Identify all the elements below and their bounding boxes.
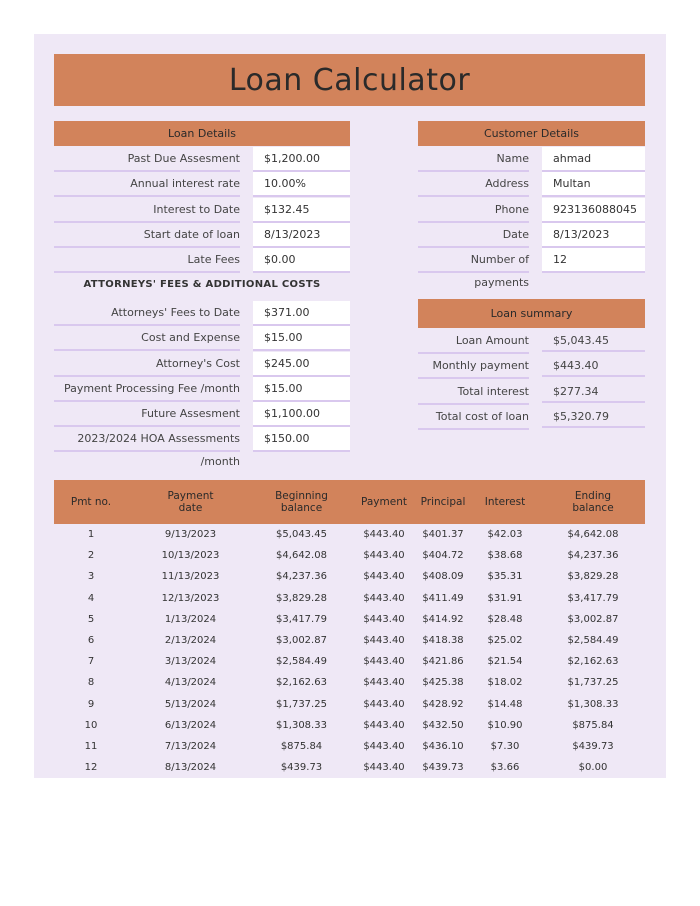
field-label: Past Due Assesment	[54, 147, 240, 172]
loan-summary-row	[418, 405, 645, 430]
customer-details-row	[418, 172, 645, 197]
field-label: Start date of loan	[54, 223, 240, 248]
col-header-pmt-no: Pmt no.	[70, 496, 112, 508]
annual-interest-rate-field[interactable]: 10.00%	[253, 172, 350, 197]
table-row	[54, 651, 645, 672]
loan-summary-row	[418, 329, 645, 354]
table-row	[54, 588, 645, 609]
loan-summary-header: Loan summary	[418, 299, 645, 328]
payment-date-cell: 5/13/2024	[164, 698, 217, 710]
pmt-no-cell: 2	[87, 550, 95, 562]
field-label: Cost and Expense	[54, 326, 240, 351]
page-title: Loan Calculator	[54, 54, 645, 106]
principal-cell: $439.73	[422, 762, 464, 774]
principal-cell: $428.92	[422, 698, 464, 710]
payment-cell: $443.40	[363, 550, 405, 562]
principal-cell: $414.92	[422, 613, 464, 625]
payment-date-cell: 6/13/2024	[164, 719, 217, 731]
beginning-balance-cell: $4,237.36	[276, 571, 327, 583]
pmt-no-cell: 9	[87, 698, 95, 710]
ending-balance-cell: $2,584.49	[567, 634, 619, 646]
payment-cell: $443.40	[363, 529, 405, 540]
payment-cell: $443.40	[363, 698, 405, 710]
number-of-payments-field[interactable]: 12	[542, 248, 645, 273]
payment-cell: $443.40	[363, 719, 405, 731]
attorneys-cost-field[interactable]: $245.00	[253, 352, 350, 377]
beginning-balance-cell: $439.73	[280, 762, 323, 774]
ending-balance-cell: $4,237.36	[567, 550, 619, 562]
principal-cell: $425.38	[422, 677, 464, 689]
beginning-balance-cell: $2,584.49	[276, 656, 327, 668]
payment-cell: $443.40	[363, 677, 405, 689]
loan-details-row	[54, 172, 350, 197]
field-label: Date	[418, 223, 529, 248]
payment-date-cell: 3/13/2024	[164, 656, 217, 668]
field-label: Late Fees	[54, 248, 240, 273]
pmt-no-cell: 10	[84, 719, 98, 731]
payment-cell: $443.40	[363, 571, 405, 583]
customer-details-row	[418, 223, 645, 248]
ending-balance-cell: $3,002.87	[567, 613, 619, 625]
field-label: Loan Amount	[418, 329, 529, 354]
field-label: Address	[418, 172, 529, 197]
interest-cell: $38.68	[487, 550, 523, 562]
interest-to-date-field[interactable]: $132.45	[253, 198, 350, 223]
table-row	[54, 694, 645, 715]
beginning-balance-cell: $1,308.33	[276, 719, 327, 731]
loan-summary-table	[418, 329, 645, 430]
loan-amount-value: $5,043.45	[542, 329, 645, 352]
payment-date-cell: 9/13/2023	[164, 529, 217, 540]
pmt-no-cell: 3	[87, 571, 95, 583]
field-label: Phone	[418, 198, 529, 223]
field-label: Future Assesment	[54, 402, 240, 427]
table-row	[54, 609, 645, 630]
loan-summary-row	[418, 354, 645, 379]
table-row	[54, 545, 645, 566]
principal-cell: $411.49	[422, 592, 464, 604]
amortization-schedule	[54, 480, 645, 778]
loan-details-header: Loan Details	[54, 121, 350, 146]
beginning-balance-cell: $1,737.25	[276, 698, 327, 710]
ending-balance-cell: $4,642.08	[567, 529, 619, 540]
customer-phone-field[interactable]: 923136088045	[542, 198, 645, 223]
payment-cell: $443.40	[363, 656, 405, 668]
payment-date-cell: 4/13/2024	[164, 677, 217, 689]
cost-and-expense-field[interactable]: $15.00	[253, 326, 350, 351]
ending-balance-cell: $875.84	[572, 719, 614, 731]
field-label: Attorneys' Fees to Date	[54, 301, 240, 326]
table-row	[54, 715, 645, 736]
payment-date-cell: 10/13/2023	[161, 550, 220, 562]
beginning-balance-cell: $3,417.79	[276, 613, 327, 625]
interest-cell: $14.48	[487, 698, 523, 710]
loan-details-row	[54, 223, 350, 248]
total-interest-value: $277.34	[542, 380, 645, 403]
field-label: Total cost of loan	[418, 405, 529, 430]
field-label: Number of payments	[418, 248, 529, 273]
interest-cell: $42.03	[487, 529, 523, 540]
ending-balance-cell: $3,829.28	[567, 571, 619, 583]
ending-balance-cell: $3,417.79	[567, 592, 619, 604]
customer-details-table	[418, 147, 645, 290]
table-row	[54, 524, 645, 545]
beginning-balance-cell: $5,043.45	[276, 529, 327, 540]
principal-cell: $432.50	[422, 719, 464, 731]
field-label: Name	[418, 147, 529, 172]
field-label: Annual interest rate	[54, 172, 240, 197]
field-label: Payment Processing Fee /month	[54, 377, 240, 402]
past-due-assessment-field[interactable]: $1,200.00	[253, 147, 350, 172]
future-assessment-field[interactable]: $1,100.00	[253, 402, 350, 427]
payment-cell: $443.40	[363, 762, 405, 774]
attorneys-fees-heading: ATTORNEYS' FEES & ADDITIONAL COSTS	[83, 279, 321, 290]
schedule-body	[54, 524, 645, 778]
interest-cell: $21.54	[487, 656, 523, 668]
table-row	[54, 736, 645, 757]
customer-name-field[interactable]: ahmad	[542, 147, 645, 172]
pmt-no-cell: 4	[87, 592, 95, 604]
beginning-balance-cell: $3,002.87	[276, 634, 327, 646]
monthly-payment-value: $443.40	[542, 354, 645, 377]
beginning-balance-cell: $2,162.63	[276, 677, 327, 689]
ending-balance-cell: $1,308.33	[567, 698, 619, 710]
start-date-field[interactable]: 8/13/2023	[253, 223, 350, 248]
customer-date-field[interactable]: 8/13/2023	[542, 223, 645, 248]
loan-details-row	[54, 198, 350, 223]
table-row	[54, 672, 645, 693]
payment-cell: $443.40	[363, 740, 405, 752]
interest-cell: $3.66	[490, 762, 520, 774]
pmt-no-cell: 8	[87, 677, 95, 689]
beginning-balance-cell: $4,642.08	[276, 550, 327, 562]
beginning-balance-cell: $3,829.28	[276, 592, 327, 604]
ending-balance-cell: $1,737.25	[567, 677, 619, 689]
interest-cell: $25.02	[487, 634, 523, 646]
table-row	[54, 757, 645, 778]
principal-cell: $436.10	[422, 740, 464, 752]
payment-cell: $443.40	[363, 613, 405, 625]
col-header-payment-date: Payment date	[167, 490, 214, 514]
col-header-beginning-balance: Beginning balance	[275, 490, 328, 514]
attorneys-row	[54, 427, 350, 469]
ending-balance-cell: $0.00	[578, 762, 608, 774]
principal-cell: $401.37	[422, 529, 464, 540]
late-fees-field[interactable]: $0.00	[253, 248, 350, 273]
col-header-interest: Interest	[484, 496, 526, 508]
field-label: Monthly payment	[418, 354, 529, 379]
payment-date-cell: 11/13/2023	[161, 571, 220, 583]
table-row	[54, 630, 645, 651]
col-header-ending-balance: Ending balance	[572, 490, 614, 514]
loan-details-row	[54, 147, 350, 172]
customer-address-field[interactable]: Multan	[542, 172, 645, 197]
attorneys-fees-field[interactable]: $371.00	[253, 301, 350, 326]
field-label: Attorney's Cost	[54, 352, 240, 377]
col-header-principal: Principal	[420, 496, 466, 508]
loan-details-table	[54, 147, 350, 273]
field-label: 2023/2024 HOA Assessments /month	[54, 427, 240, 452]
loan-details-row	[54, 248, 350, 273]
payment-date-cell: 7/13/2024	[164, 740, 217, 752]
field-label: Interest to Date	[54, 198, 240, 223]
payment-date-cell: 2/13/2024	[164, 634, 217, 646]
pmt-no-cell: 11	[84, 740, 98, 752]
table-row	[54, 566, 645, 587]
payment-date-cell: 8/13/2024	[164, 762, 217, 774]
principal-cell: $418.38	[422, 634, 464, 646]
payment-date-cell: 1/13/2024	[164, 613, 217, 625]
pmt-no-cell: 7	[87, 656, 95, 668]
principal-cell: $421.86	[422, 656, 464, 668]
interest-cell: $7.30	[490, 740, 520, 752]
beginning-balance-cell: $875.84	[280, 740, 323, 752]
field-label: Total interest	[418, 380, 529, 405]
pmt-no-cell: 6	[87, 634, 95, 646]
payment-cell: $443.40	[363, 592, 405, 604]
interest-cell: $28.48	[487, 613, 523, 625]
hoa-assessments-field[interactable]: $150.00	[253, 427, 350, 452]
pmt-no-cell: 1	[87, 529, 95, 540]
interest-cell: $10.90	[487, 719, 523, 731]
payment-date-cell: 12/13/2023	[161, 592, 220, 604]
interest-cell: $35.31	[487, 571, 523, 583]
attorneys-row	[54, 352, 350, 377]
customer-details-header: Customer Details	[418, 121, 645, 146]
customer-details-row	[418, 198, 645, 223]
principal-cell: $404.72	[422, 550, 464, 562]
attorneys-row	[54, 377, 350, 402]
loan-summary-row	[418, 380, 645, 405]
ending-balance-cell: $439.73	[572, 740, 614, 752]
ending-balance-cell: $2,162.63	[567, 656, 619, 668]
schedule-header-row	[54, 480, 645, 524]
attorneys-row	[54, 326, 350, 351]
total-cost-value: $5,320.79	[542, 405, 645, 428]
attorneys-row	[54, 402, 350, 427]
pmt-no-cell: 5	[87, 613, 95, 625]
attorneys-row	[54, 301, 350, 326]
customer-details-row	[418, 248, 645, 290]
interest-cell: $18.02	[487, 677, 523, 689]
processing-fee-field[interactable]: $15.00	[253, 377, 350, 402]
interest-cell: $31.91	[487, 592, 523, 604]
attorneys-fees-table	[54, 301, 350, 469]
col-header-payment: Payment	[361, 496, 407, 508]
pmt-no-cell: 12	[84, 762, 98, 774]
customer-details-row	[418, 147, 645, 172]
principal-cell: $408.09	[422, 571, 464, 583]
payment-cell: $443.40	[363, 634, 405, 646]
